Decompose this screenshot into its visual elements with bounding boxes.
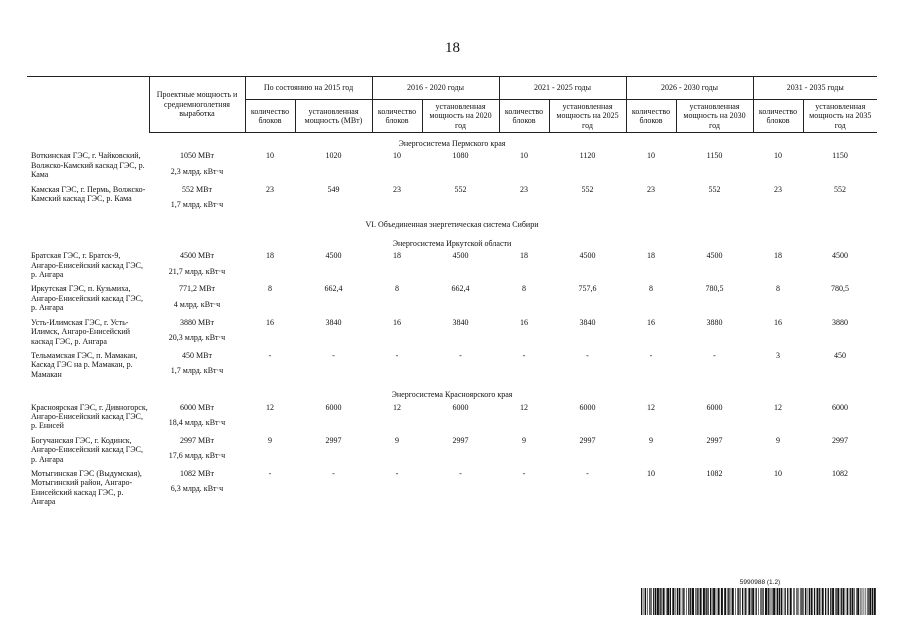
blocks-count-cell: 23: [774, 184, 783, 194]
project-capacity: 552 МВт: [182, 184, 212, 194]
barcode-bar: [737, 588, 738, 615]
barcode-bar: [861, 588, 862, 615]
blocks-count-cell: 12: [520, 402, 529, 412]
installed-capacity-cell: 6000: [452, 402, 469, 412]
table-row: [27, 151, 877, 179]
installed-capacity-cell: 780,5: [705, 284, 724, 294]
hydro-plants-table: [27, 76, 877, 512]
installed-capacity-cell: 552: [454, 184, 467, 194]
project-capacity-cell: [149, 403, 245, 431]
blocks-count-cell: 3: [776, 350, 781, 360]
blocks-count-cell: 9: [395, 435, 400, 445]
installed-capacity-cell: 1082: [832, 468, 849, 478]
barcode-bar: [707, 588, 708, 615]
installed-capacity-cell: -: [586, 468, 589, 478]
table-row: [27, 351, 877, 379]
table-row: [27, 436, 877, 464]
barcode-bar: [647, 588, 648, 615]
blocks-count-cell: 10: [774, 151, 783, 161]
installed-capacity-cell: 6000: [325, 402, 342, 412]
barcode-bar: [728, 588, 729, 615]
blocks-count-cell: -: [522, 468, 526, 478]
blocks-count-cell: 23: [266, 184, 274, 194]
section-row: [27, 384, 877, 402]
installed-capacity-cell: 780,5: [831, 284, 850, 294]
barcode-bar: [690, 588, 691, 615]
blocks-count-cell: 9: [522, 435, 527, 445]
section-title: VI. Объединенная энергетическая система Сибири: [365, 220, 539, 230]
barcode-bar: [762, 588, 763, 615]
annual-output: 1,7 млрд. кВт·ч: [170, 366, 224, 376]
installed-capacity-cell: -: [459, 468, 462, 478]
barcode-bar: [653, 588, 654, 615]
barcode-bar: [677, 588, 678, 615]
header-blocks-2030: количество блоков: [626, 100, 676, 133]
table-row: [27, 251, 877, 279]
project-capacity: 2997 МВт: [180, 435, 214, 445]
barcode-bar: [807, 588, 808, 615]
barcode-bar: [706, 588, 707, 615]
installed-capacity-cell: -: [713, 350, 716, 360]
table-row: [27, 318, 877, 346]
barcode-bar: [857, 588, 859, 615]
barcode-bar: [847, 588, 848, 615]
header-blocks-2025: количество блоков: [499, 100, 549, 133]
barcode-bar: [841, 588, 842, 615]
blocks-count-cell: 10: [647, 468, 656, 478]
table-row: [27, 469, 877, 507]
blocks-count-cell: 10: [266, 151, 274, 161]
header-capacity-2025: установленная мощность на 2025 год: [549, 100, 626, 133]
installed-capacity-cell: 2997: [706, 435, 723, 445]
header-group-2021-2025: 2021 - 2025 годы: [499, 77, 626, 100]
barcode-bar: [692, 588, 694, 615]
barcode-bar: [864, 588, 865, 615]
barcode-bar: [856, 588, 857, 615]
barcode-bar: [866, 588, 867, 615]
barcode-bar: [718, 588, 720, 615]
barcode-bar: [641, 588, 642, 615]
barcode-bar: [655, 588, 656, 615]
installed-capacity-cell: 4500: [325, 251, 342, 261]
barcode-bar: [771, 588, 772, 615]
barcode-bar: [660, 588, 661, 615]
annual-output: 2,3 млрд. кВт·ч: [170, 166, 224, 176]
barcode-bar: [776, 588, 777, 615]
blocks-count-cell: -: [268, 468, 272, 478]
blocks-count-cell: 8: [776, 284, 781, 294]
barcode-bar: [758, 588, 759, 615]
installed-capacity-cell: 2997: [452, 435, 469, 445]
installed-capacity-cell: 3840: [579, 317, 596, 327]
barcode-bar: [850, 588, 851, 615]
barcode-bar: [666, 588, 667, 615]
project-capacity: 3880 МВт: [180, 317, 214, 327]
barcode-bar: [738, 588, 739, 615]
plant-name: Богучанская ГЭС, г. Кодинск, Ангаро-Енисейский каскад ГЭС, р. Ангара: [31, 435, 143, 464]
blocks-count-cell: 9: [268, 435, 272, 445]
installed-capacity-cell: -: [332, 350, 335, 360]
installed-capacity-cell: 6000: [706, 402, 723, 412]
barcode-bar: [716, 588, 717, 615]
barcode-bar: [872, 588, 873, 615]
project-capacity-cell: [149, 469, 245, 507]
header-group-2031-2035: 2031 - 2035 годы: [753, 77, 877, 100]
barcode-bar: [710, 588, 711, 615]
installed-capacity-cell: -: [586, 350, 589, 360]
barcode-bar: [751, 588, 752, 615]
installed-capacity-cell: 3840: [452, 317, 469, 327]
barcode-bar: [651, 588, 652, 615]
installed-capacity-cell: 757,6: [578, 284, 597, 294]
section-row: [27, 133, 877, 152]
barcode-bar: [657, 588, 659, 615]
blocks-count-cell: 8: [522, 284, 527, 294]
header-blocks-2020: количество блоков: [372, 100, 422, 133]
blocks-count-cell: -: [395, 350, 399, 360]
installed-capacity-cell: 6000: [832, 402, 849, 412]
header-name-cell: [27, 77, 149, 133]
barcode-bar: [846, 588, 847, 615]
barcode-bar: [724, 588, 726, 615]
barcode-bar: [809, 588, 810, 615]
barcode-bar: [703, 588, 705, 615]
barcode-bar: [661, 588, 662, 615]
barcode-bar: [797, 588, 798, 615]
barcode-bar: [761, 588, 762, 615]
barcode-bar: [697, 588, 698, 615]
barcode-bar: [700, 588, 702, 615]
blocks-count-cell: 8: [268, 284, 272, 294]
section-title: Энергосистема Пермского края: [398, 139, 506, 148]
annual-output: 20,3 млрд. кВт·ч: [168, 333, 226, 343]
barcode-bar: [675, 588, 676, 615]
barcode-bar: [796, 588, 797, 615]
barcode-bar: [794, 588, 795, 615]
barcode-bar: [683, 588, 684, 615]
blocks-count-cell: 23: [520, 184, 529, 194]
table-row: [27, 403, 877, 431]
plant-name: Иркутская ГЭС, п. Кузьмиха, Ангаро-Енисейский каскад ГЭС, р. Ангара: [31, 284, 143, 313]
project-capacity-cell: [149, 318, 245, 346]
barcode-bar: [802, 588, 803, 615]
blocks-count-cell: -: [522, 350, 526, 360]
barcode-bar: [773, 588, 775, 615]
barcode-bar: [747, 588, 748, 615]
barcode-bar: [684, 588, 685, 615]
installed-capacity-cell: 662,4: [451, 284, 470, 294]
barcode-bar: [731, 588, 732, 615]
annual-output: 21,7 млрд. кВт·ч: [168, 266, 226, 276]
barcode-bar: [698, 588, 699, 615]
barcode-bar: [740, 588, 741, 615]
project-capacity: 1082 МВт: [180, 468, 214, 478]
barcode-bar: [817, 588, 819, 615]
header-capacity-2020: установленная мощность на 2020 год: [422, 100, 499, 133]
header-group-2015: По состоянию на 2015 год: [245, 77, 372, 100]
barcode-bar: [732, 588, 734, 615]
barcode-bar: [790, 588, 792, 615]
blocks-count-cell: 16: [520, 317, 529, 327]
installed-capacity-cell: 6000: [579, 402, 596, 412]
installed-capacity-cell: 1150: [706, 151, 723, 161]
blocks-count-cell: 8: [395, 284, 400, 294]
installed-capacity-cell: 4500: [452, 251, 469, 261]
barcode-bar: [752, 588, 754, 615]
barcode-image: [641, 588, 879, 615]
plant-name: Тельмамская ГЭС, п. Мамакан, Каскад ГЭС на р. Мамакан, р. Мамакан: [31, 350, 138, 379]
project-capacity-cell: [149, 284, 245, 312]
barcode-bar: [800, 588, 801, 615]
barcode-bar: [768, 588, 769, 615]
installed-capacity-cell: -: [459, 350, 462, 360]
project-capacity: 771,2 МВт: [179, 284, 215, 294]
table-body: [27, 133, 877, 512]
header-group-2026-2030: 2026 - 2030 годы: [626, 77, 753, 100]
barcode-bar: [854, 588, 855, 615]
barcode-bar: [793, 588, 794, 615]
barcode-bar: [869, 588, 871, 615]
blocks-count-cell: -: [395, 468, 399, 478]
barcode-bar: [686, 588, 687, 615]
table-row: [27, 284, 877, 312]
section-row: [27, 233, 877, 251]
barcode-bar: [748, 588, 750, 615]
barcode-bar: [745, 588, 746, 615]
project-capacity-cell: [149, 351, 245, 379]
project-capacity: 450 МВт: [182, 350, 212, 360]
header-blocks-2015: количество блоков: [245, 100, 295, 133]
blocks-count-cell: 18: [393, 251, 402, 261]
header-capacity-2035: установленная мощность на 2035 год: [803, 100, 877, 133]
barcode-bar: [781, 588, 782, 615]
table-header: [27, 77, 877, 133]
barcode-bar: [649, 588, 650, 615]
blocks-count-cell: 12: [266, 402, 274, 412]
blocks-count-cell: 8: [649, 284, 654, 294]
barcode-bar: [785, 588, 786, 615]
barcode-bar: [837, 588, 839, 615]
barcode-bar: [672, 588, 674, 615]
blocks-count-cell: 10: [647, 151, 656, 161]
barcode-bar: [862, 588, 863, 615]
barcode-bar: [765, 588, 767, 615]
blocks-count-cell: 18: [774, 251, 783, 261]
installed-capacity-cell: 1080: [452, 151, 469, 161]
blocks-count-cell: 18: [266, 251, 274, 261]
table-row: [27, 185, 877, 210]
section-title: Энергосистема Иркутской области: [392, 238, 512, 248]
installed-capacity-cell: 552: [581, 184, 594, 194]
annual-output: 18,4 млрд. кВт·ч: [168, 417, 226, 427]
header-capacity-2030: установленная мощность на 2030 год: [676, 100, 753, 133]
installed-capacity-cell: 450: [834, 350, 847, 360]
blocks-count-cell: -: [649, 350, 653, 360]
page-number: 18: [445, 40, 460, 56]
project-capacity: 1050 МВт: [180, 151, 214, 161]
blocks-count-cell: 12: [774, 402, 783, 412]
barcode-bar: [695, 588, 696, 615]
installed-capacity-cell: 2997: [832, 435, 849, 445]
blocks-count-cell: -: [268, 350, 272, 360]
installed-capacity-cell: 4500: [706, 251, 723, 261]
annual-output: 17,6 млрд. кВт·ч: [168, 451, 226, 461]
installed-capacity-cell: 1082: [706, 468, 723, 478]
installed-capacity-cell: 4500: [579, 251, 596, 261]
barcode-bar: [828, 588, 829, 615]
barcode-bar: [852, 588, 854, 615]
header-blocks-2035: количество блоков: [753, 100, 803, 133]
barcode-bar: [645, 588, 646, 615]
barcode-bar: [760, 588, 761, 615]
barcode-bar: [713, 588, 715, 615]
project-capacity-cell: [149, 251, 245, 279]
blocks-count-cell: 9: [776, 435, 781, 445]
barcode-bar: [735, 588, 736, 615]
blocks-count-cell: 9: [649, 435, 654, 445]
project-capacity: 4500 МВт: [180, 251, 214, 261]
plant-name: Братская ГЭС, г. Братск-9, Ангаро-Енисейский каскад ГЭС, р. Ангара: [31, 251, 143, 280]
project-capacity: 6000 МВт: [180, 402, 214, 412]
barcode-bar: [663, 588, 665, 615]
barcode-bar: [811, 588, 813, 615]
header-project-capacity: Проектные мощность и среднемноголетняя выработка: [149, 77, 245, 133]
installed-capacity-cell: 3840: [325, 317, 342, 327]
annual-output: 6,3 млрд. кВт·ч: [170, 484, 224, 494]
barcode-bar: [667, 588, 669, 615]
project-capacity-cell: [149, 185, 245, 210]
project-capacity-cell: [149, 151, 245, 179]
blocks-count-cell: 18: [520, 251, 529, 261]
barcode-bar: [681, 588, 682, 615]
barcode-bar: [783, 588, 784, 615]
row-spacer-cell: [27, 507, 877, 512]
barcode-bar: [843, 588, 845, 615]
blocks-count-cell: 12: [647, 402, 656, 412]
installed-capacity-cell: 2997: [579, 435, 596, 445]
barcode-bar: [830, 588, 831, 615]
plant-name: Красноярская ГЭС, г. Дивногорск, Ангаро-Енисейский каскад ГЭС, р. Енисей: [31, 402, 148, 431]
installed-capacity-cell: 1120: [579, 151, 596, 161]
installed-capacity-cell: 1020: [325, 151, 342, 161]
installed-capacity-cell: 2997: [325, 435, 342, 445]
installed-capacity-cell: 662,4: [324, 284, 343, 294]
barcode-bar: [825, 588, 826, 615]
blocks-count-cell: 10: [520, 151, 529, 161]
barcode-bar: [787, 588, 788, 615]
installed-capacity-cell: 552: [708, 184, 721, 194]
project-capacity-cell: [149, 436, 245, 464]
barcode-bar: [814, 588, 815, 615]
barcode-bar: [742, 588, 743, 615]
installed-capacity-cell: 4500: [832, 251, 849, 261]
barcode-bar: [770, 588, 771, 615]
blocks-count-cell: 18: [647, 251, 656, 261]
installed-capacity-cell: 3880: [832, 317, 849, 327]
blocks-count-cell: 16: [647, 317, 656, 327]
blocks-count-cell: 12: [393, 402, 402, 412]
barcode-bar: [688, 588, 689, 615]
installed-capacity-cell: 552: [834, 184, 847, 194]
barcode-bar: [805, 588, 806, 615]
row-spacer: [27, 507, 877, 512]
plant-name: Мотыгинская ГЭС (Выдумская), Мотыгинский район, Ангаро-Енисейский каскад ГЭС, р. Ангара: [31, 468, 142, 507]
barcode-bar: [822, 588, 824, 615]
barcode-bar: [779, 588, 780, 615]
installed-capacity-cell: 1150: [832, 151, 848, 161]
barcode-bar: [670, 588, 671, 615]
barcode-label: 5990988 (1.2): [739, 579, 781, 586]
plant-name: Усть-Илимская ГЭС, г. Усть-Илимск, Ангаро-Енисейский каскад ГЭС, р. Ангара: [31, 317, 131, 346]
barcode-bar: [712, 588, 713, 615]
barcode-bar: [772, 588, 773, 615]
header-capacity-2015: установленная мощность (МВт): [295, 100, 372, 133]
annual-output: 4 млрд. кВт·ч: [173, 299, 221, 309]
barcode-bar: [777, 588, 778, 615]
barcode-bar: [874, 588, 876, 615]
installed-capacity-cell: 549: [327, 184, 340, 194]
barcode-bar: [799, 588, 800, 615]
section-title: Энергосистема Красноярского края: [391, 390, 513, 400]
barcode-bar: [721, 588, 723, 615]
header-group-2016-2020: 2016 - 2020 годы: [372, 77, 499, 100]
barcode-bar: [644, 588, 645, 615]
blocks-count-cell: 23: [647, 184, 656, 194]
blocks-count-cell: 10: [774, 468, 783, 478]
barcode-bar: [729, 588, 730, 615]
annual-output: 1,7 млрд. кВт·ч: [170, 200, 224, 210]
blocks-count-cell: 16: [774, 317, 783, 327]
barcode-bar: [679, 588, 680, 615]
blocks-count-cell: 23: [393, 184, 402, 194]
barcode-bar: [867, 588, 868, 615]
barcode-bar: [756, 588, 757, 615]
barcode-bar: [819, 588, 820, 615]
installed-capacity-cell: 3880: [706, 317, 723, 327]
plant-name: Камская ГЭС, г. Пермь, Волжско-Камский каскад ГЭС, р. Кама: [31, 184, 146, 204]
plant-name: Воткинская ГЭС, г. Чайковский, Волжско-Камский каскад ГЭС, р. Кама: [31, 151, 145, 180]
barcode-bar: [835, 588, 836, 615]
blocks-count-cell: 10: [393, 151, 402, 161]
blocks-count-cell: 16: [393, 317, 402, 327]
installed-capacity-cell: -: [332, 468, 335, 478]
barcode-bar: [832, 588, 834, 615]
section-row: [27, 214, 877, 232]
blocks-count-cell: 16: [266, 317, 274, 327]
